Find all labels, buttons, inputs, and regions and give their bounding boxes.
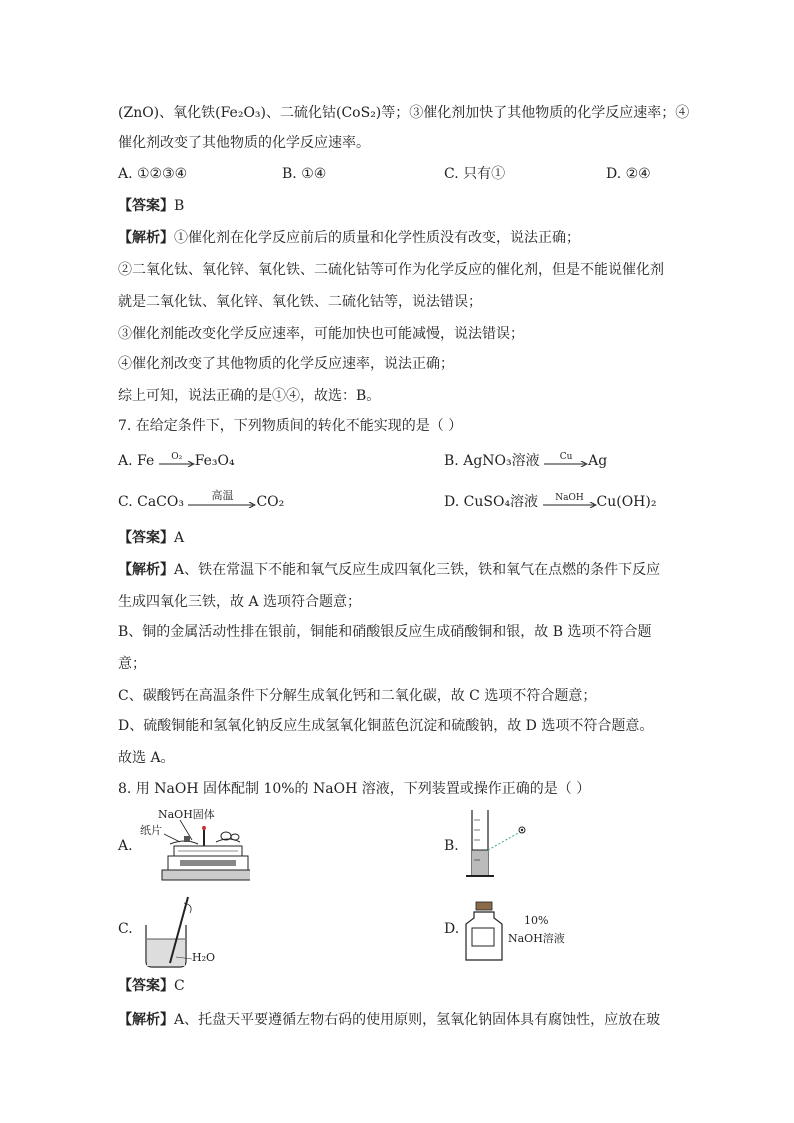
q6-analysis-line5: ④催化剂改变了其他物质的化学反应速率，说法正确； (118, 356, 454, 372)
option-label: A. (118, 453, 138, 469)
analysis-tag: 【解析】 (118, 1012, 174, 1028)
q7-option-a (118, 451, 235, 471)
q6-option-a: A. ①②③④ (118, 166, 188, 182)
q7-analysis-line5: C、碳酸钙在高温条件下分解生成氧化钙和二氧化碳，故 C 选项不符合题意； (118, 688, 597, 704)
q7-analysis-line4: 意； (118, 656, 146, 672)
q7-analysis-line1 (118, 560, 660, 580)
q7-option-c (118, 489, 285, 512)
q6-stem-line2: 催化剂改变了其他物质的化学反应速率。 (118, 135, 370, 151)
q8-option-b-label: B. (444, 838, 459, 854)
q6-analysis-line4: ③催化剂能改变化学反应速率，可能加快也可能减慢，说法错误； (118, 326, 524, 342)
answer-tag: 【答案】 (118, 198, 174, 214)
q6-answer (118, 196, 184, 216)
reaction-arrow (188, 489, 256, 512)
reaction-arrow (544, 451, 588, 471)
reaction-arrow (543, 492, 597, 512)
analysis-tag: 【解析】 (118, 562, 174, 578)
q6-analysis-line6: 综上可知，说法正确的是①④，故选：B。 (118, 388, 381, 404)
q7-answer (118, 528, 184, 548)
q7-analysis-line6: D、硫酸铜能和氢氧化钠反应生成氢氧化铜蓝色沉淀和硫酸钠，故 D 选项不符合题意。 (118, 718, 654, 734)
analysis-tag: 【解析】 (118, 230, 174, 246)
answer-value: B (174, 198, 185, 214)
q7-stem: 7. 在给定条件下，下列物质间的转化不能实现的是（ ） (118, 418, 463, 434)
answer-tag: 【答案】 (118, 530, 174, 546)
beaker-figure (140, 895, 230, 971)
condition: NaOH (555, 493, 584, 503)
q8-analysis-line1 (118, 1010, 660, 1030)
q8-option-c-label: C. (118, 921, 133, 937)
concentration-label: 10% (524, 914, 549, 927)
answer-value: A (174, 530, 185, 546)
q7-option-b (444, 451, 607, 471)
q8-answer (118, 976, 185, 996)
q8-stem: 8. 用 NaOH 固体配制 10%的 NaOH 溶液，下列装置或操作正确的是（ ） (118, 781, 591, 797)
naoh-solid-label: NaOH固体 (158, 808, 215, 821)
reactant: CaCO₃ (137, 494, 184, 510)
product: Ag (588, 453, 608, 469)
q8-option-d-label: D. (444, 921, 460, 937)
q7-analysis-line7: 故选 A。 (118, 750, 175, 766)
product: Fe₃O₄ (194, 453, 235, 469)
q6-option-d: D. ②④ (606, 166, 651, 182)
q8-option-a-label: A. (118, 838, 133, 854)
q6-analysis-line2: ②二氧化钛、氧化锌、氧化铁、二硫化钴等可作为化学反应的催化剂，但是不能说催化剂 (118, 262, 664, 278)
paper-label: 纸片 (140, 824, 162, 837)
condition: Cu (559, 452, 573, 462)
reactant: AgNO₃溶液 (463, 453, 540, 469)
q6-stem-line1: (ZnO)、氧化铁(Fe₂O₃)、二硫化钴(CoS₂)等；③催化剂加快了其他物质的化学反应速率；④ (118, 105, 690, 121)
q6-option-c: C. 只有① (444, 166, 506, 182)
analysis-text: ①催化剂在化学反应前后的质量和化学性质没有改变，说法正确； (174, 230, 580, 246)
product: Cu(OH)₂ (596, 494, 657, 510)
option-label: C. (118, 494, 138, 510)
option-label: D. (444, 494, 464, 510)
reaction-arrow (159, 451, 195, 471)
condition: O₂ (171, 452, 183, 462)
reactant: Fe (137, 453, 155, 469)
q6-analysis-line3: 就是二氧化钛、氧化锌、氧化铁、二硫化钴等，说法错误； (118, 294, 482, 310)
balance-figure (140, 806, 250, 882)
q6-analysis-line1 (118, 228, 580, 248)
q7-analysis-line2: 生成四氧化三铁，故 A 选项符合题意； (118, 594, 362, 610)
q7-analysis-line3: B、铜的金属活动性排在银前，铜能和硝酸银反应生成硝酸铜和银，故 B 选项不符合题 (118, 624, 652, 640)
q6-option-b: B. ①④ (282, 166, 327, 182)
q7-option-d (444, 492, 656, 512)
option-label: B. (444, 453, 464, 469)
water-label: H₂O (192, 951, 216, 964)
answer-value: C (174, 978, 185, 994)
answer-tag: 【答案】 (118, 978, 174, 994)
cylinder-figure (462, 810, 542, 882)
condition: 高温 (211, 489, 234, 502)
reactant: CuSO₄溶液 (463, 494, 539, 510)
bottle-figure (462, 900, 582, 964)
solution-label: NaOH溶液 (508, 932, 565, 945)
analysis-text: A、托盘天平要遵循左物右码的使用原则，氢氧化钠固体具有腐蚀性，应放在玻 (174, 1012, 661, 1028)
product: CO₂ (256, 494, 285, 510)
analysis-text: A、铁在常温下不能和氧气反应生成四氧化三铁，铁和氧气在点燃的条件下反应 (174, 562, 661, 578)
